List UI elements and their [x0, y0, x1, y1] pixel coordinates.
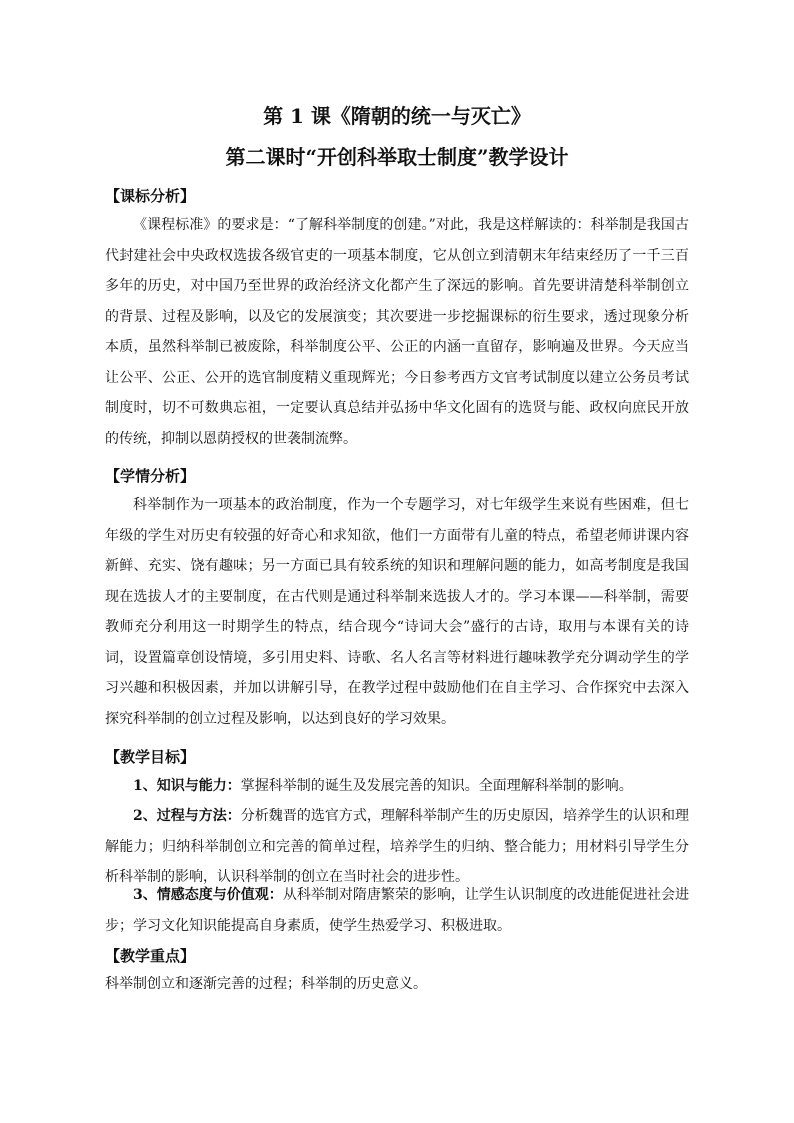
section-heading-student-analysis: 【学情分析】: [105, 467, 196, 485]
goal-lead-label: 1、知识与能力：: [133, 778, 241, 794]
curriculum-analysis-paragraph: 《课程标准》的要求是：“了解科举制度的创建。”对此，我是这样解读的：科举制是我国古代封建社会中央政权选拔各级官吏的一项基本制度，它从创立到清朝末年结束经历了一千三百多年的历史，对中国乃至世界的政治经济文化都产生了深远的影响。首先要讲清楚科举制创立的背景、过程及影响，以及它的发展演变；其次要进一步挖掘课标的衍生要求，透过现象分析本质，虽然科举制已被废除，科举制度公平、公正的内涵一直留存，影响遍及世界。今天应当让公平、公正、公开的选官制度精义重现辉光；今日参考西方文官考试制度以建立公务员考试制度时，切不可数典忘祖，一定要认真总结并弘扬中华文化固有的选贤与能、政权向庶民开放的传统，抑制以恩荫授权的世袭制流弊。: [105, 217, 689, 447]
goal-process-method: [105, 801, 689, 893]
document-subtitle: 第二课时“开创科举取士制度”教学设计: [225, 145, 569, 169]
goal-text: 从科举制对隋唐繁荣的影响，让学生认识制度的改进能促进社会进步；学习文化知识能提高自身素质，使学生热爱学习、积极进取。: [105, 887, 689, 934]
teaching-focus-paragraph: 科举制创立和逐渐完善的过程；科举制的历史意义。: [105, 976, 427, 992]
section-heading-curriculum-analysis: 【课标分析】: [105, 187, 196, 205]
goal-lead-label: 3、情感态度与价值观：: [133, 887, 283, 903]
goal-text: 掌握科举制的诞生及发展完善的知识。全面理解科举制的影响。: [240, 778, 633, 794]
section-heading-teaching-goals: 【教学目标】: [105, 748, 196, 766]
section-heading-teaching-focus: 【教学重点】: [105, 947, 196, 965]
document-title: 第 1 课《隋朝的统一与灭亡》: [263, 104, 531, 128]
goal-lead-label: 2、过程与方法：: [133, 808, 241, 824]
student-analysis-paragraph: 科举制作为一项基本的政治制度，作为一个专题学习，对七年级学生来说有些困难，但七年级的学生对历史有较强的好奇心和求知欲，他们一方面带有儿童的特点，希望老师讲课内容新鲜、充实、饶有趣味；另一方面已具有较系统的知识和理解问题的能力，如高考制度是我国现在选拔人才的主要制度，在古代则是通过科举制来选拔人才的。学习本课——科举制，需要教师充分利用这一时期学生的特点，结合现今“诗词大会”盛行的古诗，取用与本课有关的诗词，设置篇章创设情境，多引用史料、诗歌、名人名言等材料进行趣味教学充分调动学生的学习兴趣和积极因素，并加以讲解引导，在教学过程中鼓励他们在自主学习、合作探究中去深入探究科举制的创立过程及影响，以达到良好的学习效果。: [105, 497, 689, 727]
goal-text: 分析魏晋的选官方式，理解科举制产生的历史原因，培养学生的认识和理解能力；归纳科举制创立和完善的简单过程，培养学生的归纳、整合能力；用材料引导学生分析科举制的影响，认识科举制的创立在当时社会的进步性。: [105, 808, 689, 885]
goal-knowledge-ability: [105, 771, 689, 802]
goal-emotion-values: [105, 880, 689, 941]
